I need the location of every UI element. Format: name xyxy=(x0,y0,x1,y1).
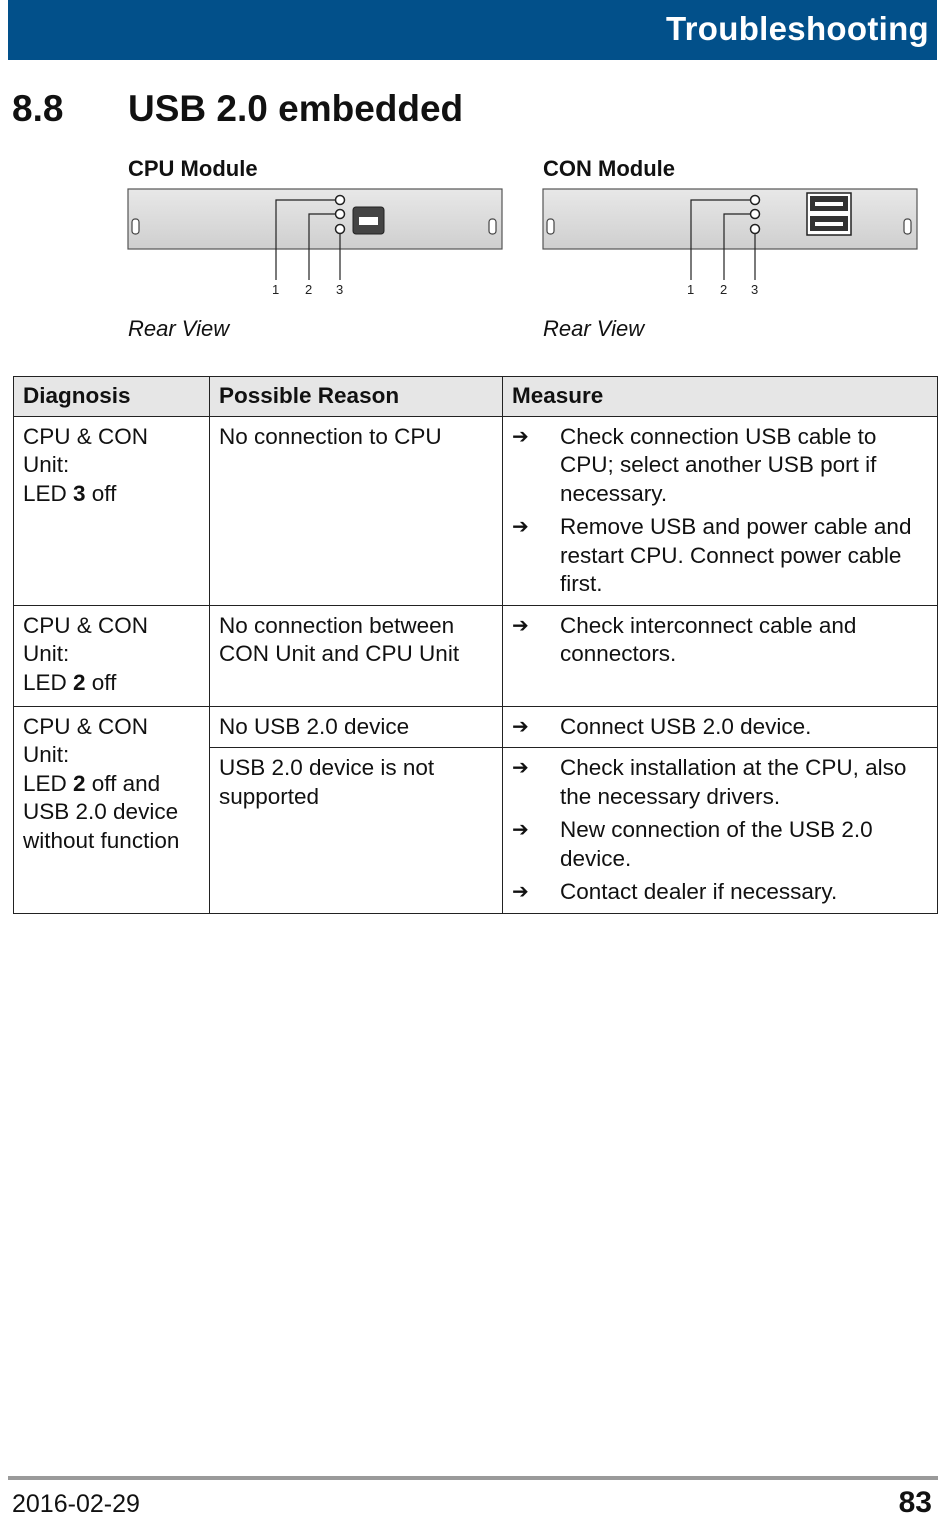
measure-item xyxy=(512,513,928,599)
arrow-icon: ➔ xyxy=(512,881,529,903)
mounting-slot-icon xyxy=(547,219,554,234)
diagnosis-line: USB 2.0 device without function xyxy=(23,799,180,853)
diagnosis-cell xyxy=(14,706,210,913)
reason-cell: USB 2.0 device is not supported xyxy=(210,748,503,914)
led-label-3: 3 xyxy=(336,282,344,297)
arrow-icon: ➔ xyxy=(512,757,529,779)
arrow-icon: ➔ xyxy=(512,614,529,637)
header-bar xyxy=(8,0,937,60)
diagnosis-led-line: LED 3 off xyxy=(23,480,117,506)
usb-b-icon xyxy=(353,207,384,234)
led-number: 2 xyxy=(73,669,86,695)
diagnosis-line: CPU & CON xyxy=(23,423,149,449)
led-number: 2 xyxy=(73,770,86,796)
led-1-icon xyxy=(751,196,760,205)
led-number: 3 xyxy=(73,480,86,506)
mounting-slot-icon xyxy=(489,219,496,234)
table-row xyxy=(14,605,938,706)
led-3-icon xyxy=(336,225,345,234)
cpu-module-rear-diagram xyxy=(126,186,506,298)
mounting-slot-icon xyxy=(904,219,911,234)
header-measure: Measure xyxy=(503,377,938,417)
led-label-3: 3 xyxy=(751,282,759,297)
measure-text: Contact dealer if necessary. xyxy=(560,879,838,904)
measure-text: Check connection USB cable to CPU; select another USB port if necessary. xyxy=(560,423,877,506)
usb-a-dual-icon xyxy=(807,193,851,235)
measure-item xyxy=(512,713,928,742)
diagnosis-led-line: LED 2 off and xyxy=(23,770,161,796)
reason-cell: No connection between CON Unit and CPU Unit xyxy=(210,605,503,706)
header-title: Troubleshooting xyxy=(666,10,929,47)
header-diagnosis: Diagnosis xyxy=(14,377,210,417)
module-plate xyxy=(543,189,917,249)
con-module-title: CON Module xyxy=(543,156,675,181)
arrow-icon: ➔ xyxy=(512,715,529,738)
measure-text: Check installation at the CPU, also the necessary drivers. xyxy=(560,755,907,809)
led-2-icon xyxy=(336,210,345,219)
arrow-icon: ➔ xyxy=(512,425,529,448)
arrow-icon: ➔ xyxy=(512,516,529,538)
module-plate xyxy=(128,189,502,249)
led-2-icon xyxy=(751,210,760,219)
diagnosis-line: Unit: xyxy=(23,641,70,666)
measure-cell xyxy=(503,748,938,914)
measure-item xyxy=(512,423,928,509)
diagnosis-line: CPU & CON xyxy=(23,612,149,638)
measure-cell xyxy=(503,416,938,605)
measure-text: Check interconnect cable and connectors. xyxy=(560,612,857,666)
section-number: 8.8 xyxy=(12,88,64,129)
diagnosis-line: CPU & CON xyxy=(23,713,149,739)
reason-cell: No connection to CPU xyxy=(210,416,503,605)
diagnosis-line: Unit: xyxy=(23,742,70,767)
header-possible-reason: Possible Reason xyxy=(210,377,503,417)
footer-date: 2016-02-29 xyxy=(12,1490,140,1518)
diagnosis-led-line: LED 2 off xyxy=(23,669,117,695)
led-label-2: 2 xyxy=(720,282,728,297)
led-label-1: 1 xyxy=(687,282,695,297)
reason-cell: No USB 2.0 device xyxy=(210,706,503,748)
led-3-icon xyxy=(751,225,760,234)
measure-cell xyxy=(503,605,938,706)
page-number: 83 xyxy=(898,1486,932,1519)
measure-text: Remove USB and power cable and restart CPU. Connect power cable first. xyxy=(560,514,912,596)
con-rear-view-caption: Rear View xyxy=(543,316,645,341)
measure-item xyxy=(512,754,928,811)
measure-text: New connection of the USB 2.0 device. xyxy=(560,817,873,871)
measure-item xyxy=(512,878,928,907)
measure-text: Connect USB 2.0 device. xyxy=(560,713,812,739)
table-row xyxy=(14,416,938,605)
led-label-2: 2 xyxy=(305,282,313,297)
measure-cell xyxy=(503,706,938,748)
table-row xyxy=(14,706,938,748)
table-header-row xyxy=(14,377,938,417)
section-title: USB 2.0 embedded xyxy=(128,88,464,129)
led-1-icon xyxy=(336,196,345,205)
arrow-icon: ➔ xyxy=(512,819,529,841)
cpu-rear-view-caption: Rear View xyxy=(128,316,230,341)
mounting-slot-icon xyxy=(132,219,139,234)
measure-item xyxy=(512,612,928,669)
diagnosis-cell xyxy=(14,416,210,605)
diagnosis-cell xyxy=(14,605,210,706)
diagnosis-line: Unit: xyxy=(23,452,70,477)
footer-divider xyxy=(8,1476,938,1480)
measure-item xyxy=(512,816,928,873)
led-label-1: 1 xyxy=(272,282,280,297)
troubleshooting-table xyxy=(13,376,938,914)
con-module-rear-diagram xyxy=(541,186,921,298)
cpu-module-title: CPU Module xyxy=(128,156,258,181)
